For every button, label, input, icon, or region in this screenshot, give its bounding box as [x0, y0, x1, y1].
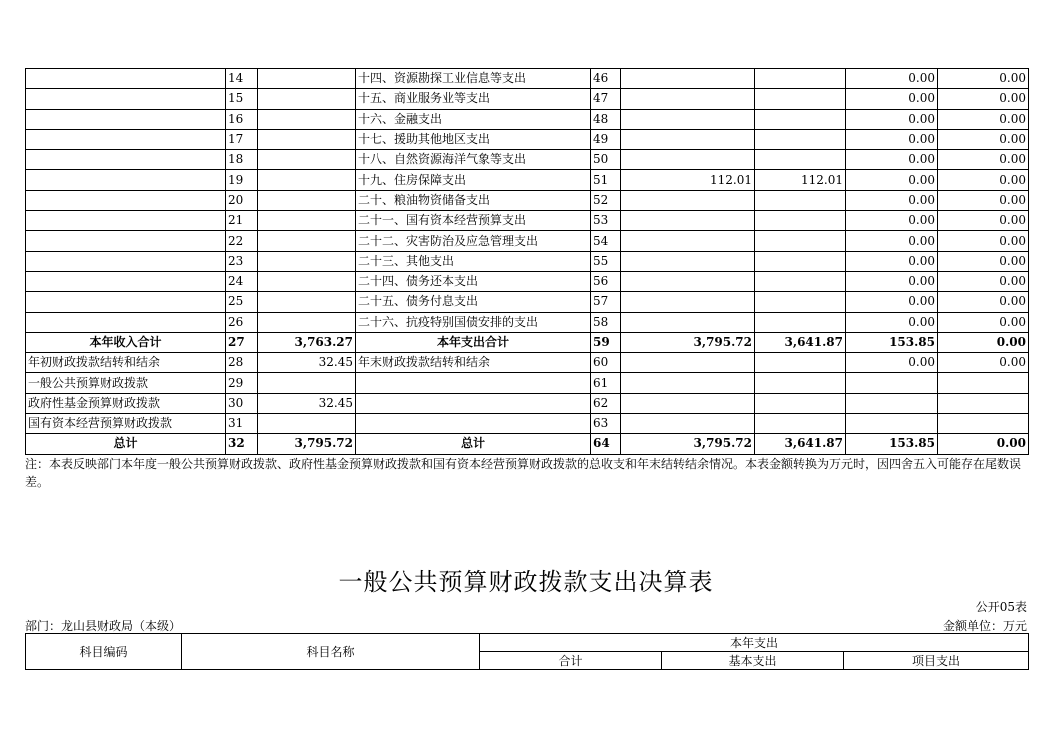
table-cell-c4: 二十一、国有资本经营预算支出 [356, 211, 591, 231]
table-cell-c5: 62 [591, 393, 621, 413]
table-cell-c6 [621, 109, 755, 129]
table-cell-c2: 20 [226, 190, 258, 210]
table-cell-c4 [356, 373, 591, 393]
table-body [26, 69, 1029, 455]
table-cell-c7 [755, 150, 846, 170]
table-cell-c8: 0.00 [846, 129, 938, 149]
table-row [26, 434, 1029, 454]
table-cell-c5: 52 [591, 190, 621, 210]
table-cell-c3 [258, 292, 356, 312]
table-cell-c1: 国有资本经营预算财政拨款 [26, 414, 226, 434]
table-cell-c3: 3,795.72 [258, 434, 356, 454]
table-cell-c7: 3,641.87 [755, 434, 846, 454]
table-row [26, 292, 1029, 312]
table-cell-c3: 3,763.27 [258, 332, 356, 352]
table-cell-c8: 0.00 [846, 211, 938, 231]
table-cell-c4: 十五、商业服务业等支出 [356, 89, 591, 109]
table-cell-c8: 0.00 [846, 170, 938, 190]
table-cell-c1: 本年收入合计 [26, 332, 226, 352]
table-cell-c5: 48 [591, 109, 621, 129]
table-cell-c3 [258, 373, 356, 393]
table-row [26, 150, 1029, 170]
table-cell-c7 [755, 231, 846, 251]
table-cell-c5: 56 [591, 271, 621, 291]
table-cell-c6 [621, 69, 755, 89]
table-cell-c1: 年初财政拨款结转和结余 [26, 353, 226, 373]
table-cell-c9 [938, 414, 1029, 434]
table-cell-c9: 0.00 [938, 292, 1029, 312]
table-cell-c3 [258, 170, 356, 190]
table-cell-c6 [621, 292, 755, 312]
table-cell-c1 [26, 69, 226, 89]
table-cell-c8: 0.00 [846, 353, 938, 373]
table-cell-c2: 28 [226, 353, 258, 373]
table-cell-c2: 21 [226, 211, 258, 231]
table-cell-c7 [755, 292, 846, 312]
table-cell-c7: 112.01 [755, 170, 846, 190]
table-cell-c7 [755, 312, 846, 332]
table-cell-c1: 总计 [26, 434, 226, 454]
table-cell-c2: 31 [226, 414, 258, 434]
table-cell-c7 [755, 109, 846, 129]
table-cell-c9: 0.00 [938, 170, 1029, 190]
table-cell-c4: 十七、援助其他地区支出 [356, 129, 591, 149]
table-cell-c6 [621, 271, 755, 291]
table-cell-c9: 0.00 [938, 312, 1029, 332]
table-cell-c3 [258, 414, 356, 434]
table-cell-c5: 47 [591, 89, 621, 109]
table-cell-c4 [356, 414, 591, 434]
table-cell-c5: 58 [591, 312, 621, 332]
table-cell-c7 [755, 190, 846, 210]
table-cell-c7 [755, 393, 846, 413]
table-cell-c5: 64 [591, 434, 621, 454]
table-cell-c8: 0.00 [846, 231, 938, 251]
table-cell-c2: 19 [226, 170, 258, 190]
table-cell-c6 [621, 393, 755, 413]
table-cell-c7 [755, 414, 846, 434]
table-cell-c1: 一般公共预算财政拨款 [26, 373, 226, 393]
table-cell-c9: 0.00 [938, 251, 1029, 271]
table-cell-c3 [258, 251, 356, 271]
table-cell-c6 [621, 353, 755, 373]
table-cell-c9: 0.00 [938, 89, 1029, 109]
table-cell-c1 [26, 89, 226, 109]
table-cell-c8 [846, 414, 938, 434]
table-cell-c3 [258, 211, 356, 231]
table-cell-c6 [621, 251, 755, 271]
table-cell-c5: 59 [591, 332, 621, 352]
table-cell-c5: 49 [591, 129, 621, 149]
table-cell-c2: 18 [226, 150, 258, 170]
department-label: 部门：龙山县财政局（本级） [25, 619, 182, 633]
table-cell-c4: 总计 [356, 434, 591, 454]
page-title: 一般公共预算财政拨款支出决算表 [338, 568, 714, 596]
table-cell-c2: 23 [226, 251, 258, 271]
table-cell-c5: 54 [591, 231, 621, 251]
table-row [26, 231, 1029, 251]
table-cell-c3 [258, 271, 356, 291]
table-row [26, 373, 1029, 393]
table-cell-c4: 二十二、灾害防治及应急管理支出 [356, 231, 591, 251]
table-cell-c8: 0.00 [846, 271, 938, 291]
table-cell-c5: 63 [591, 414, 621, 434]
table-cell-c7 [755, 211, 846, 231]
table-cell-c9: 0.00 [938, 69, 1029, 89]
table-cell-c3 [258, 190, 356, 210]
table-row [26, 312, 1029, 332]
table-cell-c3 [258, 89, 356, 109]
table-cell-c1 [26, 170, 226, 190]
table-cell-c4: 年末财政拨款结转和结余 [356, 353, 591, 373]
table-cell-c1 [26, 271, 226, 291]
table-cell-c9: 0.00 [938, 353, 1029, 373]
table-cell-c8: 0.00 [846, 69, 938, 89]
table-row [26, 251, 1029, 271]
table-cell-c4: 十六、金融支出 [356, 109, 591, 129]
table-cell-c1 [26, 109, 226, 129]
table-cell-c5: 57 [591, 292, 621, 312]
table-cell-c8: 0.00 [846, 292, 938, 312]
table-cell-c2: 24 [226, 271, 258, 291]
table-cell-c3 [258, 69, 356, 89]
header-subject-code: 科目编码 [26, 634, 182, 670]
table-cell-c8: 0.00 [846, 150, 938, 170]
table-row [26, 271, 1029, 291]
table-cell-c1 [26, 231, 226, 251]
table-cell-c8 [846, 393, 938, 413]
table-cell-c8: 0.00 [846, 89, 938, 109]
table-cell-c8: 0.00 [846, 109, 938, 129]
table-row [26, 170, 1029, 190]
table-cell-c7 [755, 251, 846, 271]
table-cell-c5: 53 [591, 211, 621, 231]
table-cell-c3 [258, 150, 356, 170]
table-row [26, 332, 1029, 352]
table-cell-c6 [621, 190, 755, 210]
table-cell-c4: 二十六、抗疫特别国债安排的支出 [356, 312, 591, 332]
table-cell-c9: 0.00 [938, 109, 1029, 129]
table-cell-c7 [755, 271, 846, 291]
table-cell-c7: 3,641.87 [755, 332, 846, 352]
table-cell-c9: 0.00 [938, 211, 1029, 231]
table-cell-c4: 二十五、债务付息支出 [356, 292, 591, 312]
table-cell-c2: 17 [226, 129, 258, 149]
table-cell-c3 [258, 312, 356, 332]
table-cell-c4 [356, 393, 591, 413]
table-cell-c9: 0.00 [938, 332, 1029, 352]
table-cell-c8 [846, 373, 938, 393]
table-cell-c4: 本年支出合计 [356, 332, 591, 352]
table-cell-c1: 政府性基金预算财政拨款 [26, 393, 226, 413]
table-cell-c5: 55 [591, 251, 621, 271]
table-cell-c9: 0.00 [938, 434, 1029, 454]
table-cell-c1 [26, 211, 226, 231]
table-cell-c9: 0.00 [938, 271, 1029, 291]
table-cell-c9 [938, 373, 1029, 393]
revenue-expenditure-table [25, 68, 1029, 455]
table-cell-c6 [621, 150, 755, 170]
table-cell-c8: 153.85 [846, 434, 938, 454]
table-cell-c2: 15 [226, 89, 258, 109]
table-cell-c6: 3,795.72 [621, 434, 755, 454]
table-row [26, 129, 1029, 149]
form-number: 公开05表 [975, 600, 1027, 614]
table-cell-c9: 0.00 [938, 150, 1029, 170]
table-cell-c4: 二十四、债务还本支出 [356, 271, 591, 291]
table-row [26, 109, 1029, 129]
table-cell-c7 [755, 373, 846, 393]
header-current-year-expenditure: 本年支出 [480, 634, 1029, 652]
table-cell-c2: 27 [226, 332, 258, 352]
table-cell-c2: 16 [226, 109, 258, 129]
table-cell-c9: 0.00 [938, 190, 1029, 210]
table-cell-c8: 0.00 [846, 251, 938, 271]
table-cell-c5: 60 [591, 353, 621, 373]
table-cell-c9 [938, 393, 1029, 413]
table-cell-c1 [26, 292, 226, 312]
table-row [26, 190, 1029, 210]
table-cell-c6 [621, 89, 755, 109]
table-row [26, 89, 1029, 109]
table-cell-c1 [26, 251, 226, 271]
table-cell-c4: 二十、粮油物资储备支出 [356, 190, 591, 210]
table-cell-c3 [258, 231, 356, 251]
expenditure-header-table [25, 633, 1029, 670]
header-basic-expenditure: 基本支出 [662, 652, 844, 670]
table-cell-c7 [755, 353, 846, 373]
table-cell-c1 [26, 312, 226, 332]
table-cell-c7 [755, 129, 846, 149]
header-project-expenditure: 项目支出 [844, 652, 1029, 670]
table-cell-c3 [258, 129, 356, 149]
table-cell-c7 [755, 89, 846, 109]
table-cell-c4: 十八、自然资源海洋气象等支出 [356, 150, 591, 170]
table-cell-c2: 25 [226, 292, 258, 312]
table-cell-c8: 153.85 [846, 332, 938, 352]
table-cell-c6 [621, 211, 755, 231]
table-cell-c5: 61 [591, 373, 621, 393]
table-cell-c3: 32.45 [258, 353, 356, 373]
table-cell-c1 [26, 129, 226, 149]
table-row [26, 353, 1029, 373]
table-cell-c2: 22 [226, 231, 258, 251]
table-row [26, 69, 1029, 89]
table-cell-c1 [26, 190, 226, 210]
unit-label: 金额单位：万元 [942, 619, 1027, 633]
table-cell-c2: 32 [226, 434, 258, 454]
table-cell-c2: 29 [226, 373, 258, 393]
table-cell-c6 [621, 414, 755, 434]
table-cell-c6: 3,795.72 [621, 332, 755, 352]
table-cell-c4: 十四、资源勘探工业信息等支出 [356, 69, 591, 89]
table-cell-c2: 30 [226, 393, 258, 413]
header-subject-name: 科目名称 [182, 634, 480, 670]
table-cell-c5: 46 [591, 69, 621, 89]
table-cell-c1 [26, 150, 226, 170]
table-cell-c7 [755, 69, 846, 89]
table-cell-c6 [621, 373, 755, 393]
table-cell-c8: 0.00 [846, 312, 938, 332]
table-row [26, 393, 1029, 413]
table-cell-c8: 0.00 [846, 190, 938, 210]
table-row [26, 211, 1029, 231]
table-cell-c4: 二十三、其他支出 [356, 251, 591, 271]
table-cell-c9: 0.00 [938, 129, 1029, 149]
table-cell-c5: 51 [591, 170, 621, 190]
table-cell-c6: 112.01 [621, 170, 755, 190]
table-cell-c5: 50 [591, 150, 621, 170]
table-cell-c2: 26 [226, 312, 258, 332]
table-cell-c3: 32.45 [258, 393, 356, 413]
table-row [26, 414, 1029, 434]
table-cell-c9: 0.00 [938, 231, 1029, 251]
table-cell-c6 [621, 312, 755, 332]
table-cell-c4: 十九、住房保障支出 [356, 170, 591, 190]
table-note: 注：本表反映部门本年度一般公共预算财政拨款、政府性基金预算财政拨款和国有资本经营预算财政拨款的总收支和年末结转结余情况。本表金额转换为万元时，因四舍五入可能存在尾数误差。 [25, 457, 1022, 489]
table-cell-c2: 14 [226, 69, 258, 89]
table-cell-c3 [258, 109, 356, 129]
table-cell-c6 [621, 231, 755, 251]
header-total: 合计 [480, 652, 662, 670]
table-cell-c6 [621, 129, 755, 149]
